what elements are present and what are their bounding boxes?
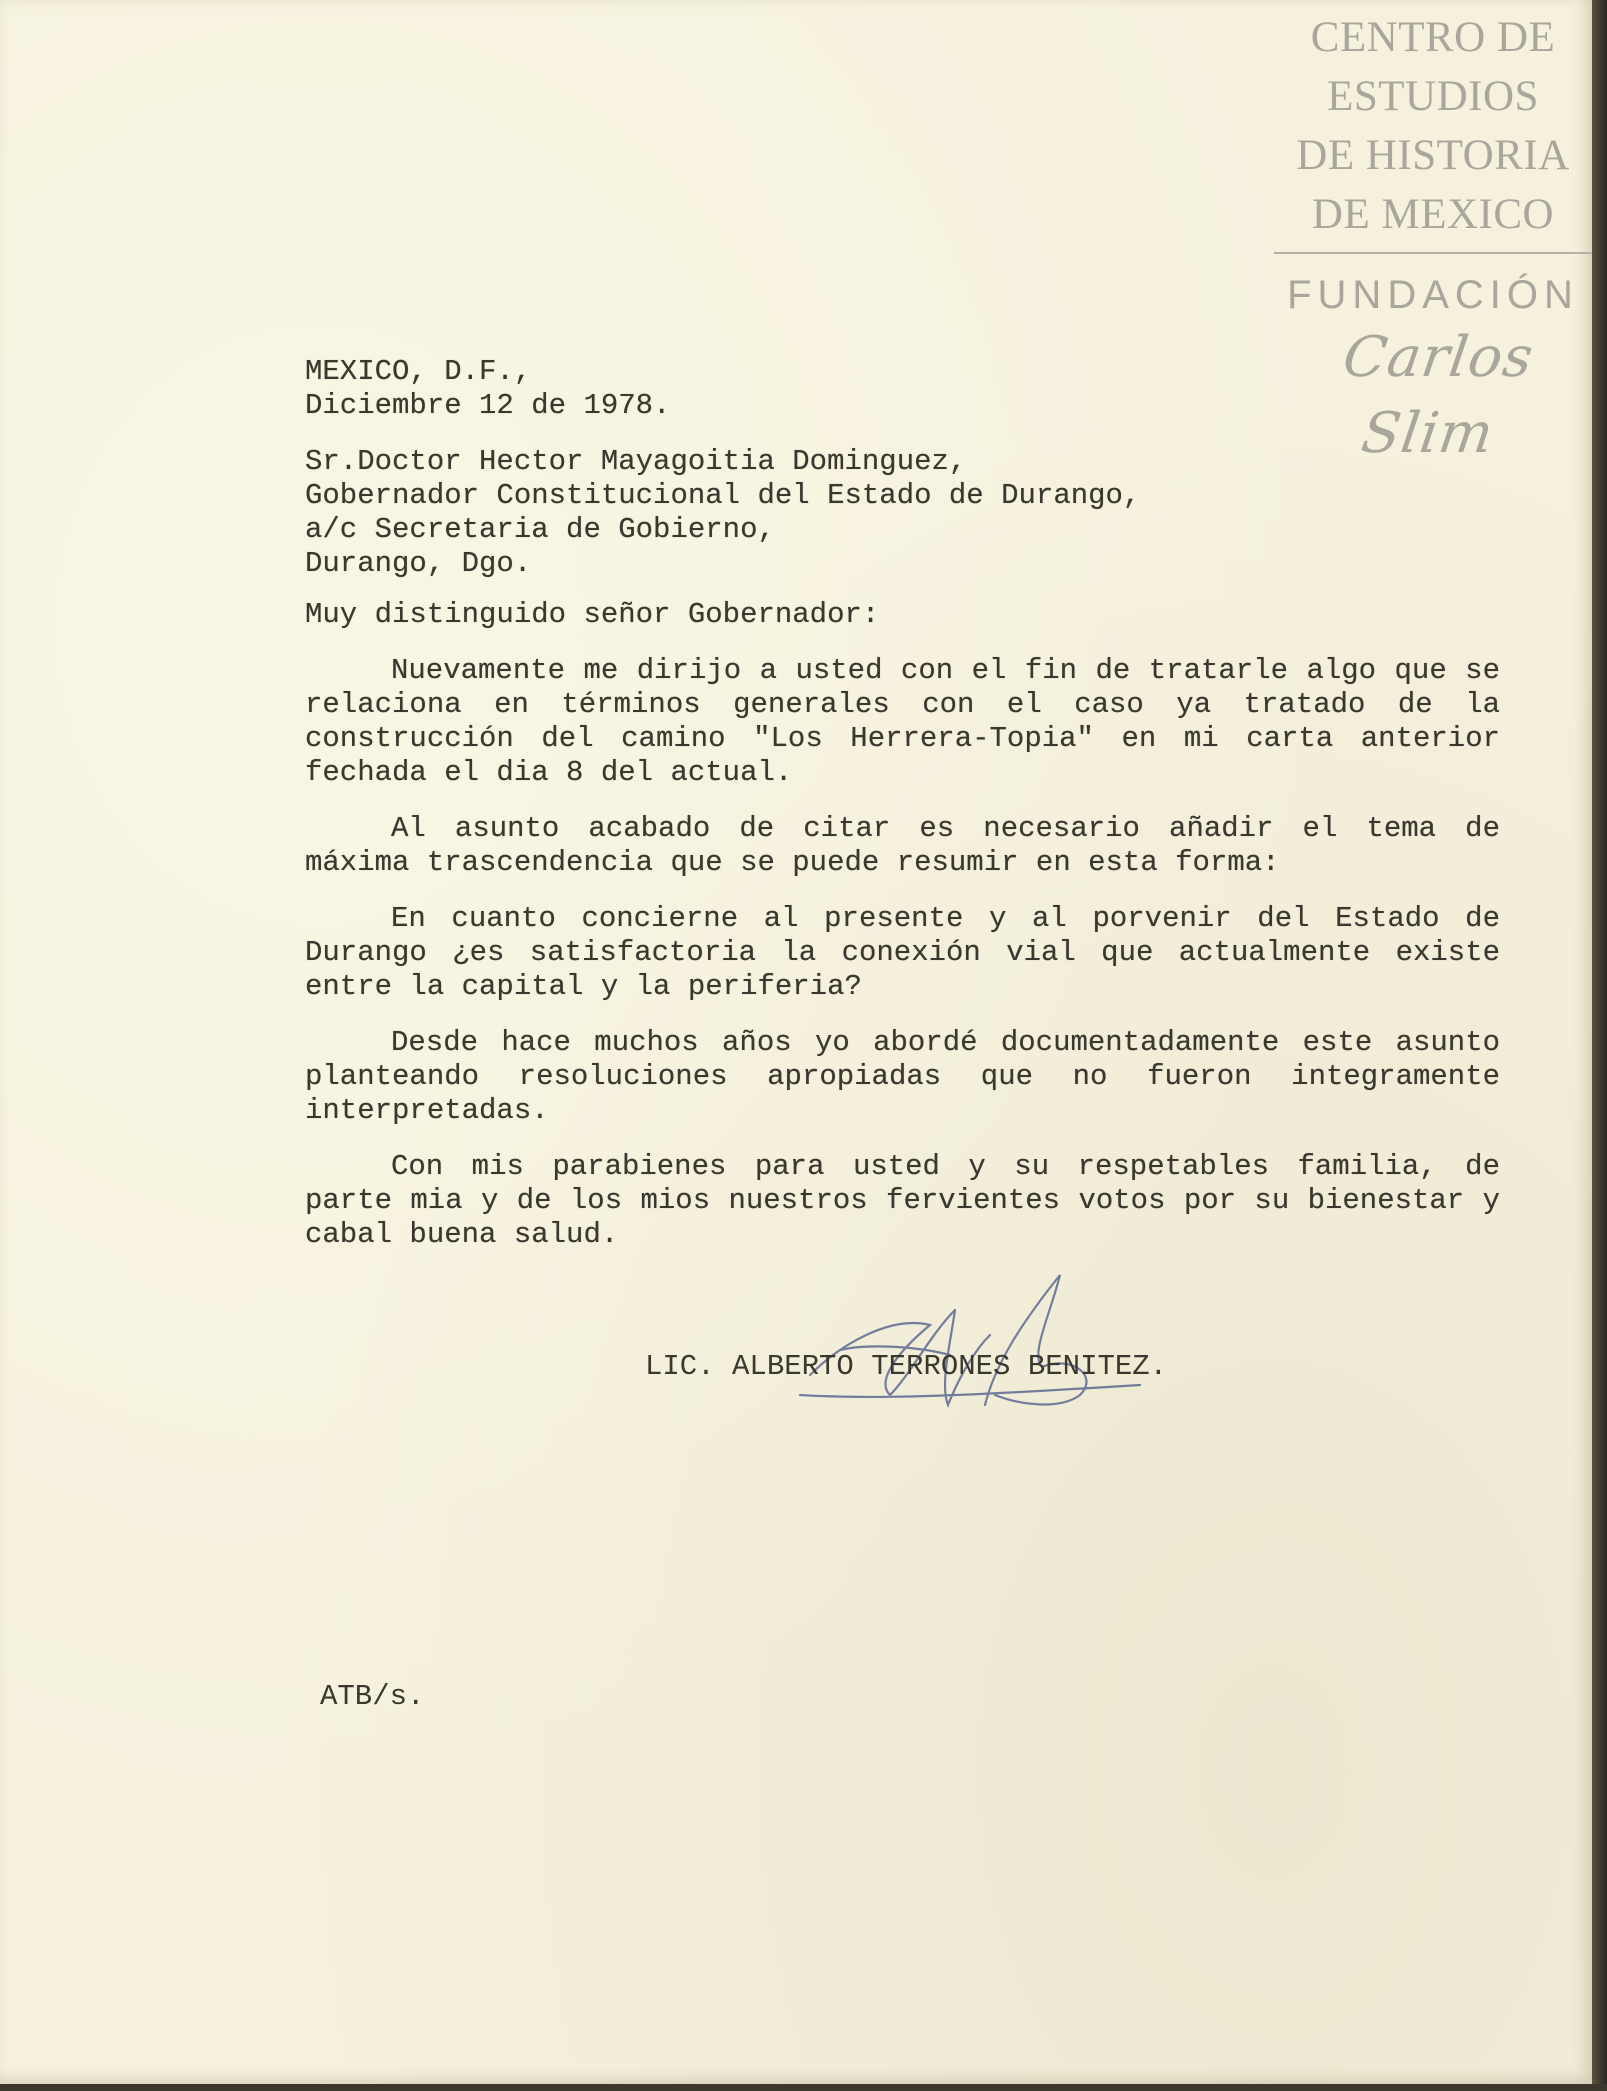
archive-signature-logo: Carlos Slim (1339, 325, 1538, 466)
letter-paragraph: En cuanto concierne al presente y al porvenir del Estado de Durango ¿es satisfactoria la conexión vial que actualmente existe entre la capital y la periferia? (305, 902, 1500, 1003)
page-edge-bottom (0, 2084, 1607, 2091)
archive-line-3: DE HISTORIA (1296, 132, 1570, 179)
archive-line-4: DE MEXICO (1311, 191, 1555, 238)
letter-paragraph: Al asunto acabado de citar es necesario añadir el tema de máxima trascendencia que se puede resumir en esta forma: (305, 812, 1500, 879)
recipient-line: Durango, Dgo. (305, 547, 532, 580)
letter-paragraph: Desde hace muchos años yo abordé documentadamente este asunto planteando resoluciones apropiadas que no fueron integramente interpretadas. (305, 1026, 1500, 1127)
recipient-line: a/c Secretaria de Gobierno, (305, 513, 775, 546)
letter-body (305, 355, 1500, 1252)
archive-line-1: CENTRO DE (1310, 14, 1556, 61)
recipient-line: Gobernador Constitucional del Estado de Durango, (305, 479, 1141, 512)
letter-place: MEXICO, D.F., (305, 355, 532, 388)
archive-line-2: ESTUDIOS (1327, 73, 1539, 120)
archive-foundation: FUNDACIÓN (1287, 273, 1579, 317)
signer-name: LIC. ALBERTO TERRONES BENITEZ. (645, 1350, 1168, 1383)
letter-paragraph: Con mis parabienes para usted y su respetables familia, de parte mia y de los mios nuestros fervientes votos por su bienestar y cabal buena salud. (305, 1150, 1500, 1251)
letter-salutation: Muy distinguido señor Gobernador: (305, 598, 880, 631)
reference-initials: ATB/s. (320, 1680, 425, 1713)
handwritten-signature (780, 1255, 1160, 1425)
recipient-line: Sr.Doctor Hector Mayagoitia Dominguez, (305, 445, 967, 478)
page-edge-right (1592, 0, 1607, 2091)
archive-divider (1274, 252, 1592, 254)
letter-date: Diciembre 12 de 1978. (305, 389, 671, 422)
letter-paragraph: Nuevamente me dirijo a usted con el fin de tratarle algo que se relaciona en términos generales con el caso ya tratado de la construcción del camino "Los Herrera-Topia" en mi carta anterior fechada el dia 8 del actual. (305, 654, 1500, 789)
